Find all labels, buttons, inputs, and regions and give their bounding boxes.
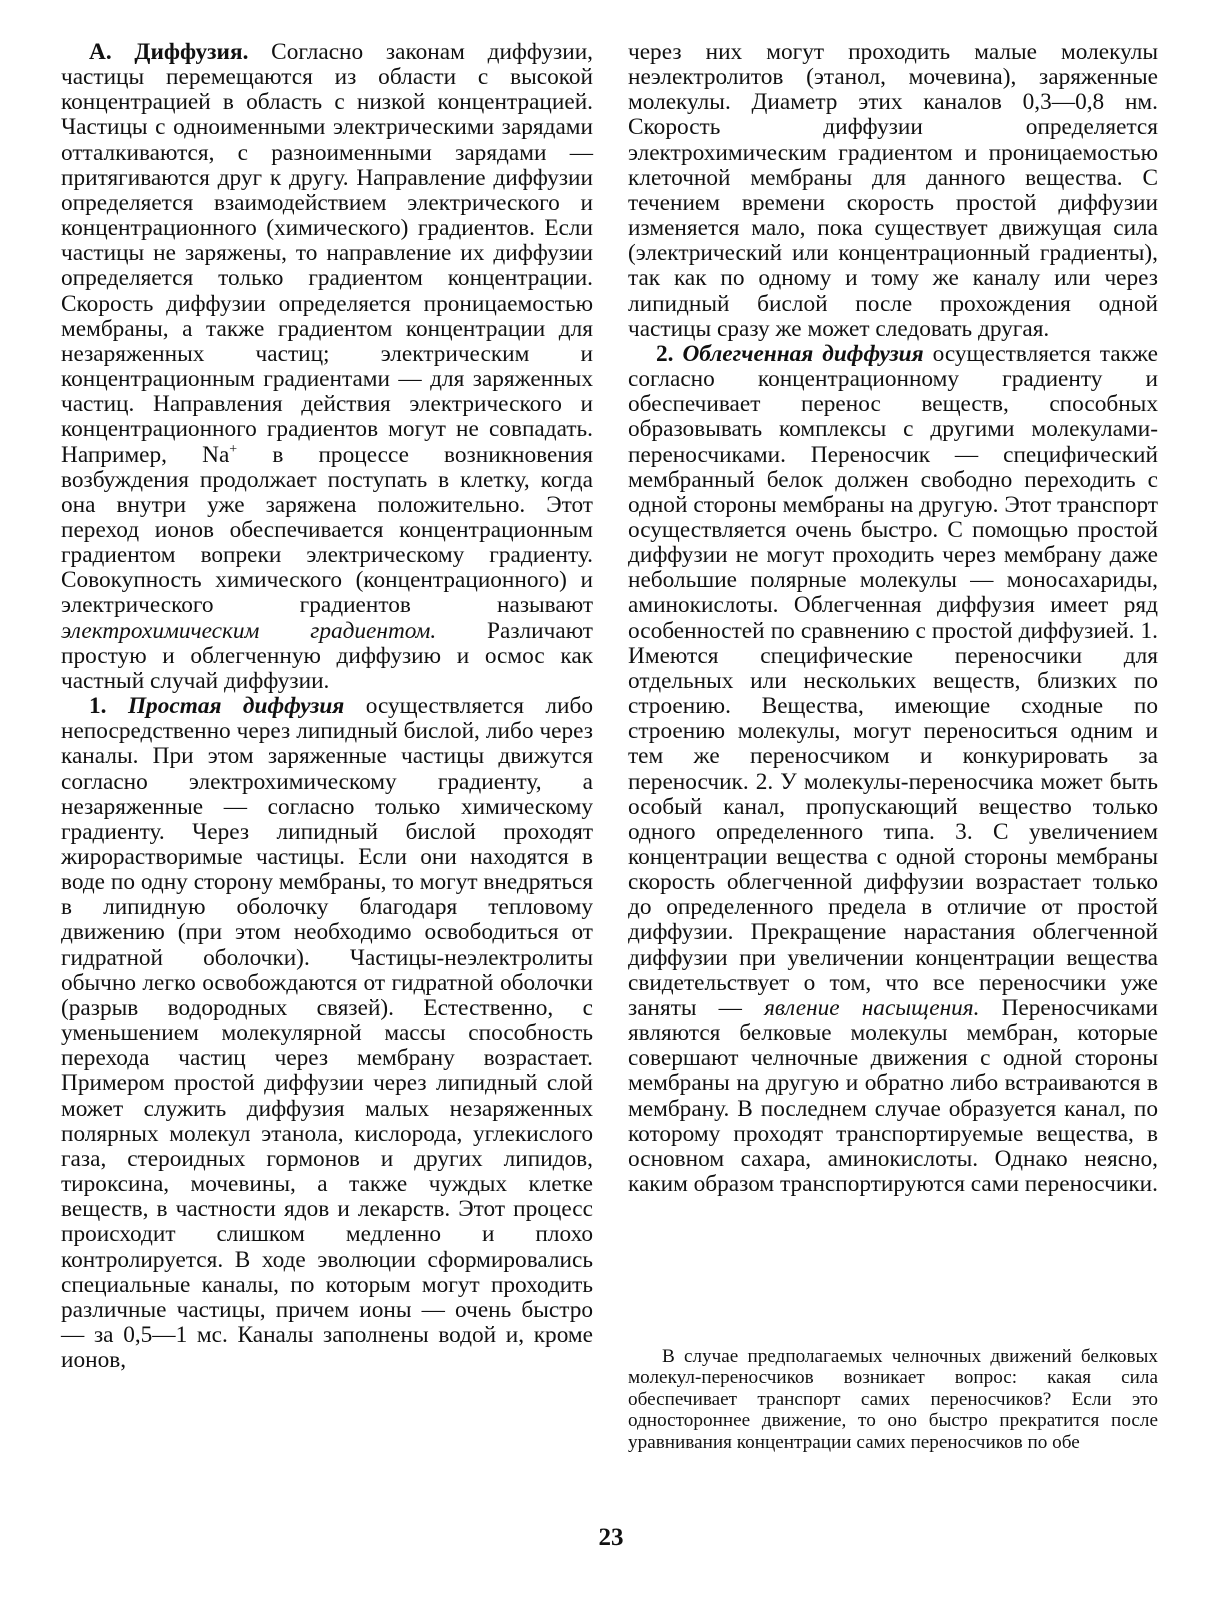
section-heading: А. Диффузия. — [89, 39, 249, 65]
term-simple-diffusion: Простая диффузия — [127, 693, 345, 720]
text-span: в процессе возникновения возбуждения продолжает поступать в клетку, когда она внутри уже заряжена положительно. Этот переход ионов обеспечивается концентрационным градиентом вопреки электрическому градиенту. Совокупность химического (концентрационного) и электрического градиентов называют — [61, 441, 593, 619]
term-facilitated-diffusion: Облегченная диффузия — [682, 340, 924, 367]
superscript-plus: + — [229, 441, 238, 457]
text-span: осуществляется также согласно концентрационному градиенту и обеспечивает перенос веществ, способных образовывать комплексы с другими молекулами-переносчиками. Переносчик — специфический мембранный белок должен свободно переходить с одной стороны мембраны на другую. Этот транспорт осуществляется очень быстро. С помощью простой диффузии не могут проходить через мембрану даже небольшие полярные молекулы — моносахариды, аминокислоты. Облегченная диффузия имеет ряд особенностей по сравнению с простой диффузией. 1. Имеются специфические переносчики для отдельных или нескольких веществ, близких по строению. Вещества, имеющие сходные по строению молекулы, могут переноситься одним и тем же переносчиком и конкурировать за переносчик. 2. У молекулы-переносчика может быть особый канал, пропускающий вещество только одного определенного типа. 3. С увеличением концентрации вещества с одной стороны мембраны скорость облегченной диффузии возрастает только до определенного предела в отличие от простой диффузии. Прекращение нарастания облегченной диффузии при увеличении концентрации вещества свидетельствует о том, что все переносчики уже заняты — — [628, 340, 1159, 1021]
paragraph-diffusion — [61, 40, 593, 694]
text-span: осуществляется либо непосредственно через липидный бислой, либо через каналы. При этом заряженные частицы движутся согласно электрохимическому градиенту, а незаряженные — согласно только химическому градиенту. Через липидный бислой проходят жирорастворимые частицы. Если они находятся в воде по одну сторону мембраны, то могут внедряться в липидную оболочку благодаря тепловому движению (при этом необходимо освободиться от гидратной оболочки). Частицы-неэлектролиты обычно легко освобождаются от гидратной оболочки (разрыв водородных связей). Естественно, с уменьшением молекулярной массы способность перехода частиц через мембрану возрастает. Примером простой диффузии через липидный слой может служить диффузия малых незаряженных полярных молекул этанола, кислорода, углекислого газа, стероидных гормонов и других липидов, тироксина, мочевины, а также чуждых клетке веществ, в частности ядов и лекарств. Этот процесс происходит слишком медленно и плохо контролируется. В ходе эволюции сформировались специальные каналы, по которым могут проходить различные частицы, причем ионы — очень быстро — за 0,5—1 мс. Каналы заполнены водой и, кроме ионов, — [61, 693, 593, 1374]
paragraph-simple-diffusion — [61, 694, 593, 1373]
right-text-column — [628, 40, 1158, 1197]
item-number: 1. — [89, 693, 128, 720]
term-saturation: явление насыщения. — [764, 994, 980, 1021]
note-paragraph: В случае предполагаемых челночных движений белковых молекул-переносчиков возникает вопрос: какая сила обеспечивает транспорт самих переносчиков? Если это одностороннее движение, то оно быстро прекратится после уравнивания концентрации самих переносчиков по обе — [628, 1346, 1158, 1453]
page-number: 23 — [598, 1524, 624, 1551]
term-electrochemical-gradient: электрохимическим градиентом. — [61, 617, 437, 644]
small-print-note — [628, 1346, 1158, 1453]
item-number: 2. — [656, 340, 683, 367]
text-span: Согласно законам диффузии, частицы перемещаются из области с высокой концентрацией в область с низкой концентрацией. Частицы с одноименными электрическими зарядами отталкиваются, с разноименными зарядами — притягиваются друг к другу. Направление диффузии определяется взаимодействием электрического и концентрационного (химического) градиентов. Если частицы не заряжены, то направление их диффузии определяется только градиентом концентрации. Скорость диффузии определяется проницаемостью мембраны, а также градиентом концентрации для незаряженных частиц; электрическим и концентрационным градиентами — для заряженных частиц. Направления действия электрического и концентрационного градиентов могут не совпадать. Например, Na — [61, 39, 593, 468]
text-span: Переносчиками являются белковые молекулы мембран, которые совершают челночные движения с одной стороны мембраны на другую и обратно либо встраиваются в мембрану. В последнем случае образуется канал, по которому проходят транспортируемые вещества, в основном сахара, аминокислоты. Однако неясно, каким образом транспортируются сами переносчики. — [628, 994, 1158, 1198]
text-span: Различают простую и облегченную диффузию и осмос как частный случай диффузии. — [61, 617, 593, 694]
paragraph-continuation: через них могут проходить малые молекулы неэлектролитов (этанол, мочевина), заряженные молекулы. Диаметр этих каналов 0,3—0,8 нм. Скорость диффузии определяется электрохимическим градиентом и проницаемостью клеточной мембраны для данного вещества. С течением времени скорость простой диффузии изменяется мало, пока существует движущая сила (электрический или концентрационный градиенты), так как по одному и тому же каналу или через липидный бислой после прохождения одной частицы сразу же может следовать другая. — [628, 39, 1158, 342]
paragraph-facilitated-diffusion — [628, 342, 1158, 1197]
left-text-column — [61, 40, 593, 1373]
